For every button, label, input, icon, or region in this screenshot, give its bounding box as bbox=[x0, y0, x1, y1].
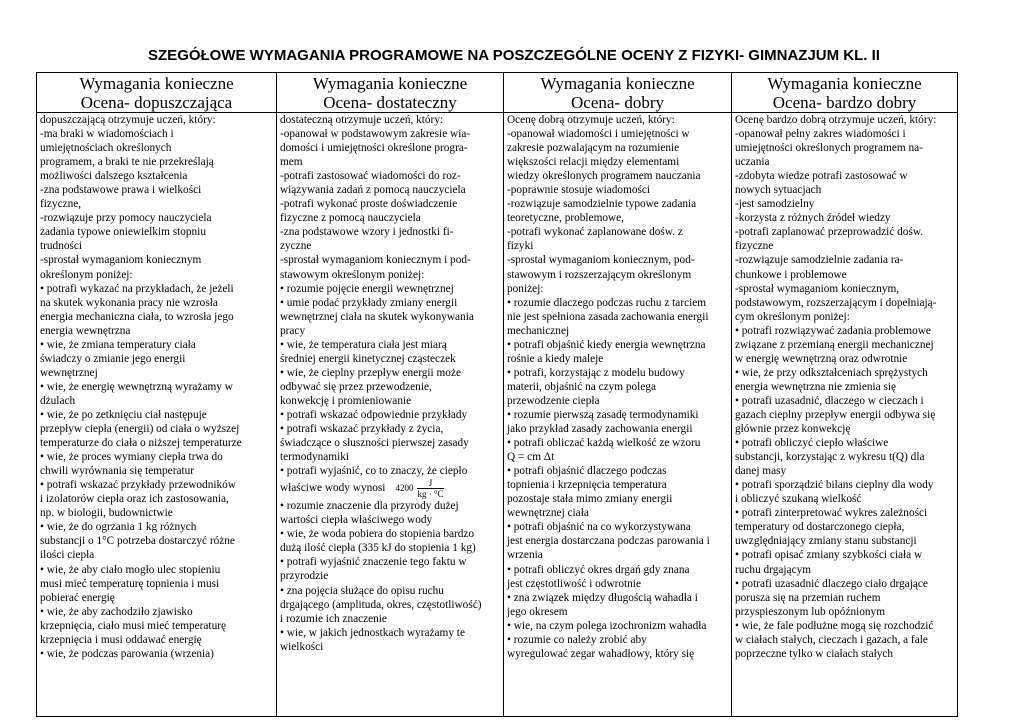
text-line: porusza się na przemian ruchem bbox=[735, 591, 881, 604]
text-line: • potrafi rozwiązywać zadania problemowe bbox=[735, 324, 931, 337]
text-line: -potrafi wykonać zaplanowane dośw. z bbox=[507, 226, 683, 239]
text-line: • potrafi objaśnić dlaczego podczas bbox=[507, 465, 667, 478]
text-line: dużą ilość ciepła (335 kJ do stopienia 1 kg) bbox=[280, 542, 476, 555]
text-line: zadania typowe oniewielkim stopniu bbox=[40, 226, 206, 239]
text-line: mem bbox=[280, 156, 303, 169]
text-line: dopuszczającą otrzymuje uczeń, który: bbox=[40, 114, 216, 126]
text-line: • wie, że temperatura ciała jest miarą bbox=[280, 338, 447, 351]
text-line: chwili wyrównania się temperatur bbox=[40, 465, 195, 478]
text-line: domości i umiejętności określone progra- bbox=[280, 142, 468, 155]
text-line: w energię wewnętrzną oraz odwrotnie bbox=[735, 352, 908, 365]
text-line: fizyczne bbox=[735, 240, 774, 253]
text-line: wartości ciepła właściwego wody bbox=[280, 514, 433, 527]
text-line: świadczące o słuszności pierwszej zasady bbox=[280, 437, 469, 450]
text-line: nie jest spełniona zasada zachowania energii bbox=[507, 310, 709, 323]
text-line: • wie, że po zetknięciu ciał następuje bbox=[40, 408, 207, 421]
text-line: • wie, że fale podłużne mogą się rozchodzić bbox=[735, 619, 934, 632]
text-line: mechanicznej bbox=[507, 324, 570, 337]
text-line: energia wewnętrzna bbox=[40, 324, 131, 337]
text-line: ilości ciepła bbox=[40, 549, 95, 562]
text-line: głównie przez konwekcję bbox=[735, 423, 851, 436]
text-line: • potrafi sporządzić bilans cieplny dla wody bbox=[735, 479, 934, 492]
text-line: -zdobyta wiedze potrafi zastosować w bbox=[735, 170, 908, 183]
text-line: topnienia i krzepnięcia temperatura bbox=[507, 479, 667, 492]
text-line: wewnętrznej ciała bbox=[507, 507, 589, 520]
text-line: stawowym określonym poniżej: bbox=[280, 268, 425, 281]
text-line: i obliczyć szukaną wielkość bbox=[735, 493, 862, 506]
text-line: przyrodzie bbox=[280, 570, 329, 583]
text-line: zyczne bbox=[280, 240, 312, 253]
text-line: • potrafi opisać zmiany szybkości ciała w bbox=[735, 549, 923, 562]
text-line: przepływ ciepła (energii) od ciała o wyższej bbox=[40, 423, 240, 436]
text-line: i rozumie ich znaczenie bbox=[280, 612, 387, 625]
text-line: większości relacji między elementami bbox=[507, 156, 680, 169]
text-line: • wie, że zmiana temperatury ciała bbox=[40, 338, 196, 351]
header-dostateczny bbox=[277, 73, 504, 113]
text-line: jego okresem bbox=[507, 605, 568, 618]
text-line: i izolatorów ciepła oraz ich zastosowania, bbox=[40, 493, 229, 506]
text-line: poprzeczne tylko w ciałach stałych bbox=[735, 647, 894, 660]
text-line: dostateczną otrzymuje uczeń, który: bbox=[280, 114, 444, 126]
text-line: -sprostał wymaganiom koniecznym i pod- bbox=[280, 254, 471, 267]
text-line: wiedzy określonych programem nauczania bbox=[507, 170, 701, 183]
table-row bbox=[37, 113, 958, 717]
text-line: jako przykład zasady zachowania energii bbox=[507, 423, 693, 436]
text-line: krzepnięcia i musi oddawać energię bbox=[40, 633, 202, 646]
text-line: przewodzenie ciepła bbox=[507, 394, 600, 407]
text-line: ruchu drgającym bbox=[735, 563, 812, 576]
text-line: • potrafi obliczać każdą wielkość ze wzoru bbox=[507, 437, 701, 450]
text-line: rośnie a kiedy maleje bbox=[507, 352, 604, 365]
text-line: na skutek wykonania pracy nie wzrosła bbox=[40, 296, 218, 309]
text-line: średniej energii kinetycznej cząsteczek bbox=[280, 352, 456, 365]
column-header-grade: Ocena- dostateczny bbox=[323, 93, 457, 112]
formula-unit-numerator: J bbox=[417, 478, 443, 489]
column-header-requirement: Wymagania konieczne bbox=[767, 74, 922, 93]
text-line: • wie, że aby zachodziło zjawisko bbox=[40, 605, 193, 618]
text-fragment: właściwe wody wynosi bbox=[280, 482, 386, 495]
text-line: zakresie pozwalającym na rozumienie bbox=[507, 142, 680, 155]
text-line: • wie, że aby ciało mogło ulec stopieniu bbox=[40, 563, 221, 576]
text-line: konwekcję i promieniowanie bbox=[280, 394, 412, 407]
text-line: możliwości dalszego kształcenia bbox=[40, 170, 188, 183]
text-line: -sprostał wymaganiom koniecznym, bbox=[735, 282, 900, 295]
text-line: -rozwiązuje samodzielnie typowe zadania bbox=[507, 198, 697, 211]
text-line: Q = cm Δt bbox=[507, 451, 555, 464]
text-line: -korzysta z różnych źródeł wiedzy bbox=[735, 212, 891, 225]
text-line: musi mieć temperaturę topnienia i musi bbox=[40, 577, 220, 590]
text-line: • zna związek między długością wahadła i bbox=[507, 591, 698, 604]
column-body-dopuszczajaca bbox=[37, 113, 277, 717]
table-header-row bbox=[37, 73, 958, 113]
text-line: • potrafi objaśnić na co wykorzystywana bbox=[507, 521, 691, 534]
text-line: -sprostał wymaganiom koniecznym bbox=[40, 254, 202, 267]
text-line: krzepnięcia, ciało musi mieć temperaturę bbox=[40, 619, 226, 632]
text-line: podstawowym, rozszerzającym i dopełniają- bbox=[735, 296, 937, 309]
text-line: fizyczne, bbox=[40, 198, 82, 211]
text-line: -rozwiązuje przy pomocy nauczyciela bbox=[40, 212, 212, 225]
header-bardzo-dobry bbox=[732, 73, 958, 113]
text-line: fizyki bbox=[507, 240, 534, 253]
text-line: chunkowe i problemowe bbox=[735, 268, 847, 281]
column-header-requirement: Wymagania konieczne bbox=[312, 74, 468, 93]
text-line: cym określonym poniżej: bbox=[735, 310, 850, 323]
text-line: Ocenę dobrą otrzymuje uczeń, który: bbox=[507, 114, 675, 126]
text-line: świadczy o zmianie jego energii bbox=[40, 352, 186, 365]
text-line: -zna podstawowe prawa i wielkości bbox=[40, 184, 202, 197]
column-body-bardzo-dobry bbox=[732, 113, 958, 717]
text-line: • rozumie pierwszą zasadę termodynamiki bbox=[507, 408, 699, 421]
text-line: • rozumie dlaczego podczas ruchu z tarciem bbox=[507, 296, 707, 309]
text-line: wewnętrznej ciała na skutek wykonywania bbox=[280, 310, 474, 323]
text-line: Ocenę bardzo dobrą otrzymuje uczeń, który: bbox=[735, 114, 937, 126]
text-line: -zna podstawowe wzory i jednostki fi- bbox=[280, 226, 454, 239]
text-line: -rozwiązuje samodzielnie zadania ra- bbox=[735, 254, 904, 267]
text-line: -potrafi wykonać proste doświadczenie bbox=[280, 198, 458, 211]
text-line: • rozumie pojęcie energii wewnętrznej bbox=[280, 282, 454, 295]
text-line: • potrafi objaśnić kiedy energia wewnętrzna bbox=[507, 338, 706, 351]
requirements-table bbox=[36, 72, 958, 717]
header-dopuszczajaca bbox=[37, 73, 277, 113]
header-dobry bbox=[504, 73, 732, 113]
text-line: substancji o 1°C potrzeba dostarczyć różne bbox=[40, 535, 235, 548]
text-line: określonym poniżej: bbox=[40, 268, 133, 281]
text-line: trudności bbox=[40, 240, 83, 253]
text-line: -sprostał wymaganiom koniecznym, pod- bbox=[507, 254, 695, 267]
column-body-dostateczny bbox=[277, 113, 504, 717]
text-line: • potrafi wskazać odpowiednie przykłady bbox=[280, 408, 468, 421]
text-line: jest energia dostarczana podczas parowania i bbox=[507, 535, 710, 548]
text-line bbox=[280, 478, 500, 499]
column-header-grade: Ocena- dopuszczająca bbox=[80, 93, 233, 112]
text-line: -opanował wiadomości i umiejętności w bbox=[507, 128, 690, 141]
text-line: • potrafi wskazać przykłady przewodników bbox=[40, 479, 236, 492]
text-line: temperatury od dostarczonego ciepła, bbox=[735, 521, 905, 534]
text-line: pozostaje stała mimo zmiany energii bbox=[507, 493, 673, 506]
text-line: wiązywania zadań z pomocą nauczyciela bbox=[280, 184, 466, 197]
text-line: • wie, że woda pobiera do stopienia bardzo bbox=[280, 528, 475, 541]
text-line: -jest samodzielny bbox=[735, 198, 815, 211]
page-title: SZEGÓŁOWE WYMAGANIA PROGRAMOWE NA POSZCZEGÓLNE OCENY Z FIZYKI- GIMNAZJUM KL. II bbox=[148, 47, 880, 64]
column-header-grade: Ocena- bardzo dobry bbox=[772, 93, 917, 112]
column-body-dobry bbox=[504, 113, 732, 717]
text-line: • potrafi zinterpretować wykres zależności bbox=[735, 507, 928, 520]
formula-value: 4200 bbox=[395, 483, 414, 494]
text-line: substancji, korzystając z wykresu t(Q) dla bbox=[735, 451, 925, 464]
text-line: przyspieszonym lub opóźnionym bbox=[735, 605, 885, 618]
text-line: • potrafi wykazać na przykładach, że jeżeli bbox=[40, 282, 234, 295]
text-line: stawowym i rozszerzającym określonym bbox=[507, 268, 692, 281]
text-line: energia mechaniczna ciała, to wzrosła jego bbox=[40, 310, 234, 323]
text-line: pracy bbox=[280, 324, 306, 337]
text-line: materii, objaśnić na czym polega bbox=[507, 380, 656, 393]
text-line: teoretyczne, problemowe, bbox=[507, 212, 624, 225]
text-line: w ciałach stałych, cieczach i gazach, a fale bbox=[735, 633, 928, 646]
text-line: • potrafi, korzystając z modelu budowy bbox=[507, 366, 685, 379]
text-line: • potrafi wyjaśnić, co to znaczy, że ciepło bbox=[280, 465, 468, 478]
text-line: odbywać się przez przewodzenie, bbox=[280, 380, 432, 393]
text-line: • wie, że energię wewnętrzną wyrażamy w bbox=[40, 380, 233, 393]
text-line: np. w biologii, budownictwie bbox=[40, 507, 173, 520]
text-line: umiejętności określonych programem na- bbox=[735, 142, 923, 155]
text-line: • wie, że proces wymiany ciepła trwa do bbox=[40, 451, 223, 464]
text-line: gazach cieplny przepływ energii odbywa się bbox=[735, 408, 936, 421]
text-line: uczania bbox=[735, 156, 770, 169]
text-line: energia wewnętrzna nie zmienia się bbox=[735, 380, 897, 393]
text-line: fizyczne z pomocą nauczyciela bbox=[280, 212, 421, 225]
text-line: -poprawnie stosuje wiadomości bbox=[507, 184, 651, 197]
column-header-grade: Ocena- dobry bbox=[571, 93, 664, 112]
text-line: • potrafi uzasadnić, dlaczego w cieczach i bbox=[735, 394, 924, 407]
text-line: wielkości bbox=[280, 640, 324, 653]
text-line: umiejętnościach określonych bbox=[40, 142, 172, 155]
text-line: -opanował pełny zakres wiadomości i bbox=[735, 128, 906, 141]
text-line: • potrafi obliczyć ciepło właściwe bbox=[735, 437, 889, 450]
text-line: uwzględniający zmiany stanu substancji bbox=[735, 535, 917, 548]
text-line: • wie, że podczas parowania (wrzenia) bbox=[40, 647, 214, 660]
text-line: • potrafi wyjaśnić znaczenie tego faktu w bbox=[280, 556, 467, 569]
text-line: nowych sytuacjach bbox=[735, 184, 822, 197]
text-line: -ma braki w wiadomościach i bbox=[40, 128, 174, 141]
text-line: związane z przemianą energii mechanicznej bbox=[735, 338, 934, 351]
formula-unit-denominator: kg · °C bbox=[417, 489, 444, 500]
text-line: pobierać energię bbox=[40, 591, 115, 604]
text-line: -potrafi zastosować wiadomości do roz- bbox=[280, 170, 461, 183]
text-line: • rozumie co należy zrobić aby bbox=[507, 633, 647, 646]
text-line: temperaturze do ciała o niższej temperaturze bbox=[40, 437, 242, 450]
text-line: • rozumie znaczenie dla przyrody dużej bbox=[280, 500, 459, 513]
text-line: drgającego (amplituda, okres, częstotliwość) bbox=[280, 598, 482, 611]
text-line: poniżej: bbox=[507, 282, 544, 295]
text-line: • zna pojęcia służące do opisu ruchu bbox=[280, 584, 444, 597]
text-line: • wie, na czym polega izochronizm wahadła bbox=[507, 619, 707, 632]
formula-unit bbox=[417, 478, 443, 499]
text-line: programem, a braki te nie przekreślają bbox=[40, 156, 214, 169]
text-line: • potrafi wskazać przykłady z życia, bbox=[280, 423, 444, 436]
text-line: • potrafi obliczyć okres drgań gdy znana bbox=[507, 563, 690, 576]
text-line: wyregulować zegar wahadłowy, który się bbox=[507, 647, 695, 660]
column-header-requirement: Wymagania konieczne bbox=[540, 74, 695, 93]
text-line: • wie, że cieplny przepływ energii może bbox=[280, 366, 461, 379]
column-header-requirement: Wymagania konieczne bbox=[79, 74, 234, 93]
text-line: • wie, że do ogrzania 1 kg różnych bbox=[40, 521, 197, 534]
text-line: dżulach bbox=[40, 394, 76, 407]
text-line: • umie podać przykłady zmiany energii bbox=[280, 296, 458, 309]
text-line: • wie, w jakich jednostkach wyrażamy te bbox=[280, 626, 465, 639]
text-line: -opanował w podstawowym zakresie wia- bbox=[280, 128, 471, 141]
text-line: -potrafi zaplanować przeprowadzić dośw. bbox=[735, 226, 924, 239]
text-line: termodynamiki bbox=[280, 451, 350, 464]
text-line: wewnętrznej bbox=[40, 366, 98, 379]
text-line: danej masy bbox=[735, 465, 787, 478]
text-line: jest częstotliwość i odwrotnie bbox=[507, 577, 641, 590]
text-line: wrzenia bbox=[507, 549, 543, 562]
text-line: • potrafi uzasadnić dlaczego ciało drgające bbox=[735, 577, 928, 590]
text-line: • wie, że przy odkształceniach sprężystych bbox=[735, 366, 928, 379]
